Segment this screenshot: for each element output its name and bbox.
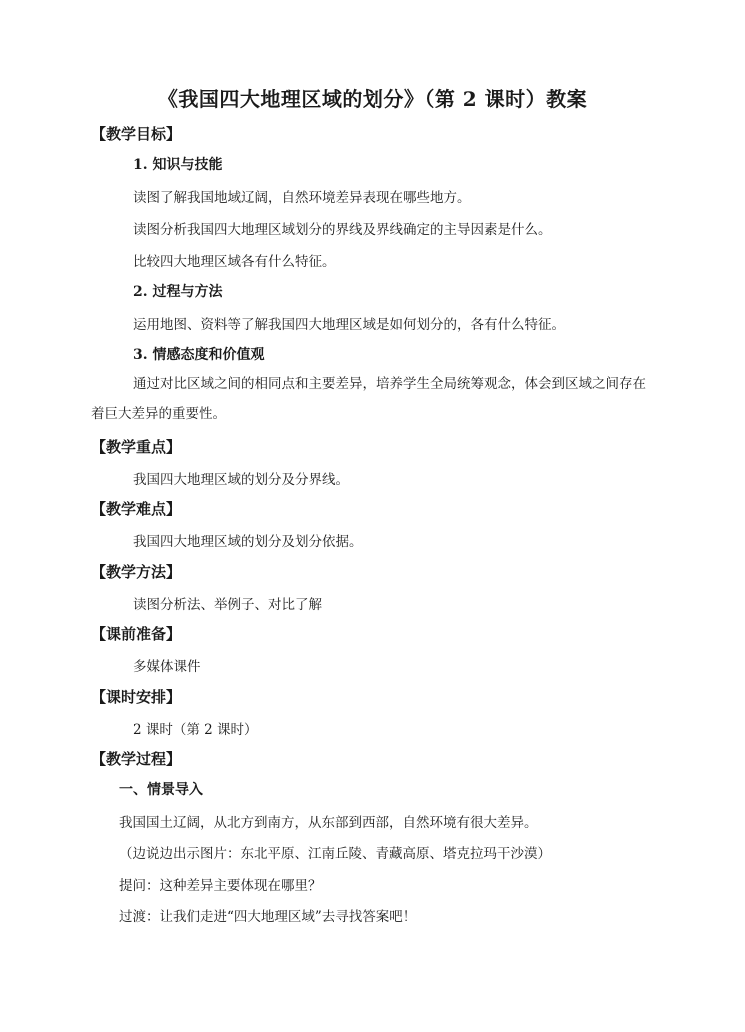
key-points-heading: 【教学重点】: [91, 438, 182, 456]
goal-knowledge-item: 读图分析我国四大地理区域划分的界线及界线确定的主导因素是什么。: [133, 222, 552, 238]
schedule-heading: 【课时安排】: [91, 688, 182, 706]
goal-process-heading: 2. 过程与方法: [133, 284, 223, 300]
method-text: 读图分析法、举例子、对比了解: [133, 597, 322, 613]
goal-process-item: 运用地图、资料等了解我国四大地理区域是如何划分的，各有什么特征。: [133, 317, 565, 333]
key-points-text: 我国四大地理区域的划分及分界线。: [133, 472, 349, 488]
intro-item: 我国国土辽阔，从北方到南方，从东部到西部，自然环境有很大差异。: [119, 815, 538, 831]
goal-knowledge-item: 读图了解我国地域辽阔，自然环境差异表现在哪些地方。: [133, 190, 471, 206]
goal-attitude-heading: 3. 情感态度和价值观: [133, 347, 265, 363]
difficulty-text: 我国四大地理区域的划分及划分依据。: [133, 534, 363, 550]
intro-item: 过渡：让我们走进“四大地理区域”去寻找答案吧！: [119, 909, 417, 925]
goal-knowledge-item: 比较四大地理区域各有什么特征。: [133, 254, 336, 270]
goal-knowledge-heading: 1. 知识与技能: [133, 157, 223, 173]
document-title: 《我国四大地理区域的划分》（第 2 课时）教案: [157, 87, 588, 111]
preparation-heading: 【课前准备】: [91, 625, 182, 643]
method-heading: 【教学方法】: [91, 563, 182, 581]
teaching-goals-heading: 【教学目标】: [91, 125, 182, 143]
preparation-text: 多媒体课件: [133, 659, 201, 675]
difficulty-heading: 【教学难点】: [91, 500, 182, 518]
intro-item: 提问：这种差异主要体现在哪里？: [119, 878, 322, 894]
intro-item: （边说边出示图片：东北平原、江南丘陵、青藏高原、塔克拉玛干沙漠）: [119, 846, 551, 862]
intro-heading: 一、情景导入: [119, 782, 203, 798]
process-heading: 【教学过程】: [91, 750, 182, 768]
goal-attitude-text: 通过对比区域之间的相同点和主要差异，培养学生全局统筹观念，体会到区域之间存在着巨大差异的重要性。: [91, 376, 646, 422]
schedule-text: 2 课时（第 2 课时）: [133, 722, 258, 738]
